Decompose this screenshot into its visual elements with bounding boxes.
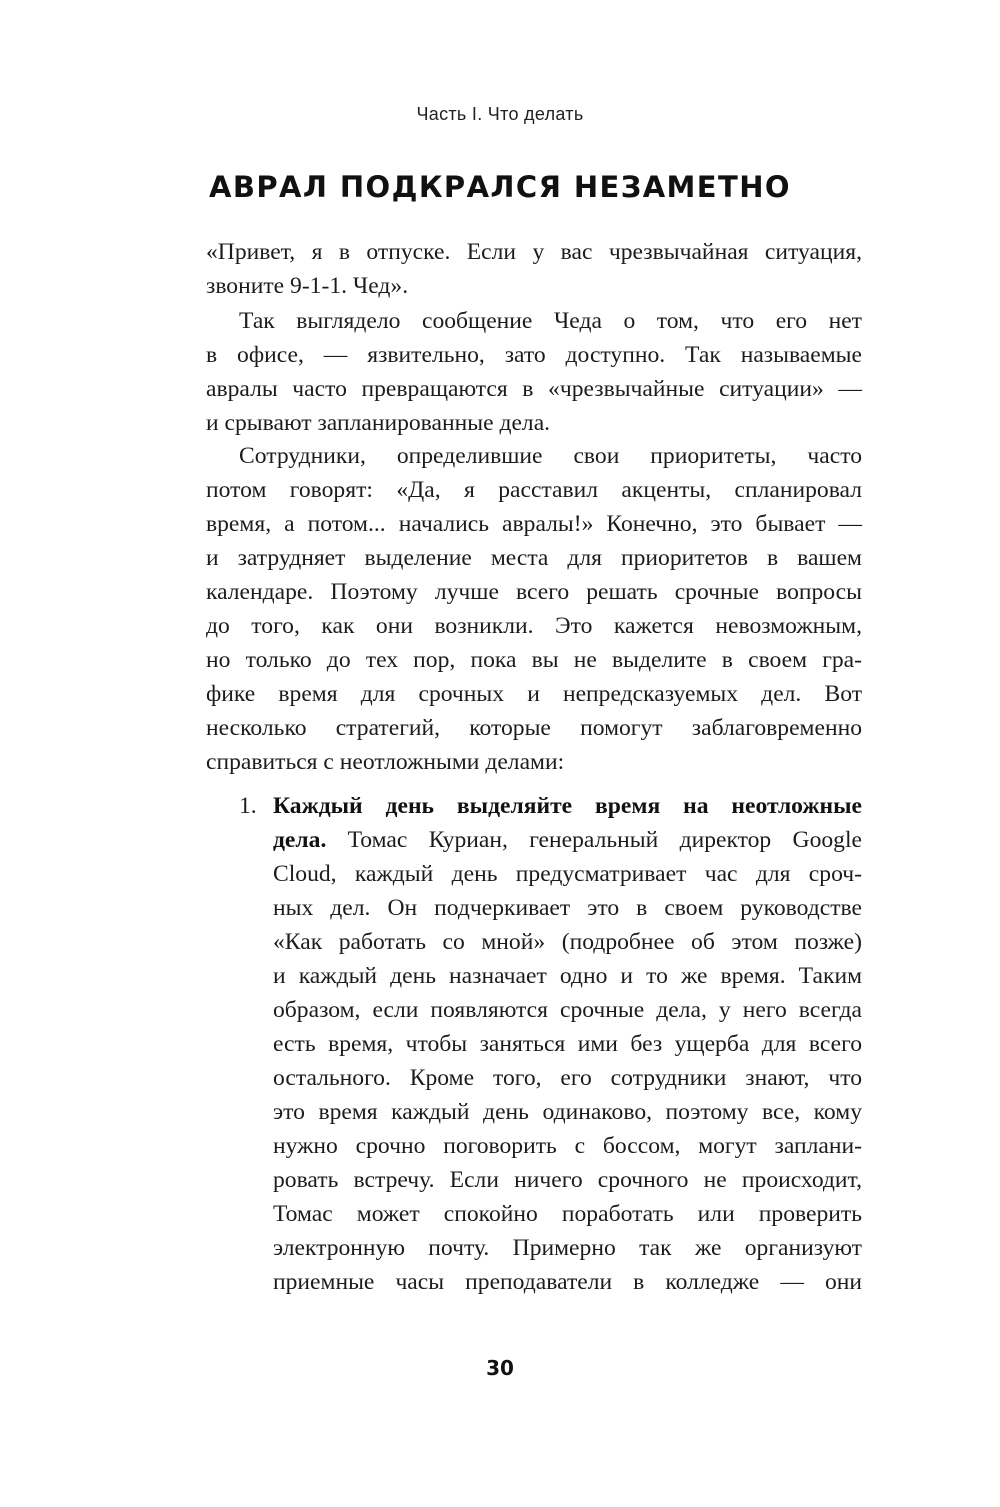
paragraph-1-line: «Привет, я в отпуске. Если у вас чрезвычайная ситуация, [206, 239, 862, 265]
paragraph-3-line: Сотрудники, определившие свои приоритеты, часто [239, 443, 862, 469]
paragraph-2-line: авралы часто превращаются в «чрезвычайные ситуации» — [206, 376, 862, 402]
paragraph-2-line: в офисе, — язвительно, зато доступно. Так называемые [206, 342, 862, 368]
section-title: АВРАЛ ПОДКРАЛСЯ НЕЗАМЕТНО [209, 170, 791, 204]
list-item-line: «Как работать со мной» (подробнее об этом позже) [273, 929, 862, 955]
list-item-line: электронную почту. Примерно так же организуют [273, 1235, 862, 1261]
paragraph-3-line: календаре. Поэтому лучше всего решать срочные вопросы [206, 579, 862, 605]
paragraph-3-line: несколько стратегий, которые помогут заблаговременно [206, 715, 862, 741]
paragraph-1-line: звоните 9-1-1. Чед». [206, 273, 409, 299]
paragraph-3-line: фике время для срочных и непредсказуемых дел. Вот [206, 681, 862, 707]
paragraph-3-line: потом говорят: «Да, я расставил акценты, спланировал [206, 477, 862, 503]
list-item-line: есть время, чтобы заняться ими без ущерба для всего [273, 1031, 862, 1057]
list-item-line [273, 823, 862, 857]
paragraph-3-line: до того, как они возникли. Это кажется невозможным, [206, 613, 862, 639]
list-item-line: это время каждый день одинаково, поэтому все, кому [273, 1099, 862, 1125]
paragraph-3-line: справиться с неотложными делами: [206, 749, 565, 775]
list-item-lead-bold: Каждый день выделяйте время на неотложные [273, 793, 862, 819]
paragraph-2-line: Так выглядело сообщение Чеда о том, что его нет [239, 308, 862, 334]
list-item-line: ровать встречу. Если ничего срочного не происходит, [273, 1167, 862, 1193]
list-item-line: ных дел. Он подчеркивает это в своем руководстве [273, 895, 862, 921]
paragraph-3-line: но только до тех пор, пока вы не выделите в своем гра- [206, 647, 862, 673]
running-head: Часть I. Что делать [416, 104, 584, 124]
list-item-lead [273, 789, 862, 823]
list-item-line: и каждый день назначает одно и то же время. Таким [273, 963, 862, 989]
paragraph-2-line: и срывают запланированные дела. [206, 410, 551, 436]
list-item-line: Томас может спокойно поработать или проверить [273, 1201, 862, 1227]
list-item-line: приемные часы преподаватели в колледже — они [273, 1269, 862, 1295]
list-item-text: Томас Куриан, генеральный директор Google [347, 827, 862, 853]
list-item-number: 1. [239, 793, 257, 819]
list-item-line: остального. Кроме того, его сотрудники знают, что [273, 1065, 862, 1091]
paragraph-3-line: время, а потом... начались авралы!» Конечно, это бывает — [206, 511, 862, 537]
list-item-lead-bold: дела. [273, 827, 327, 853]
list-item-line: Cloud, каждый день предусматривает час для сроч- [273, 861, 862, 887]
list-item-line: образом, если появляются срочные дела, у него всегда [273, 997, 862, 1023]
list-item-line: нужно срочно поговорить с боссом, могут заплани- [273, 1133, 862, 1159]
page-number: 30 [486, 1356, 514, 1380]
paragraph-3-line: и затрудняет выделение места для приоритетов в вашем [206, 545, 862, 571]
